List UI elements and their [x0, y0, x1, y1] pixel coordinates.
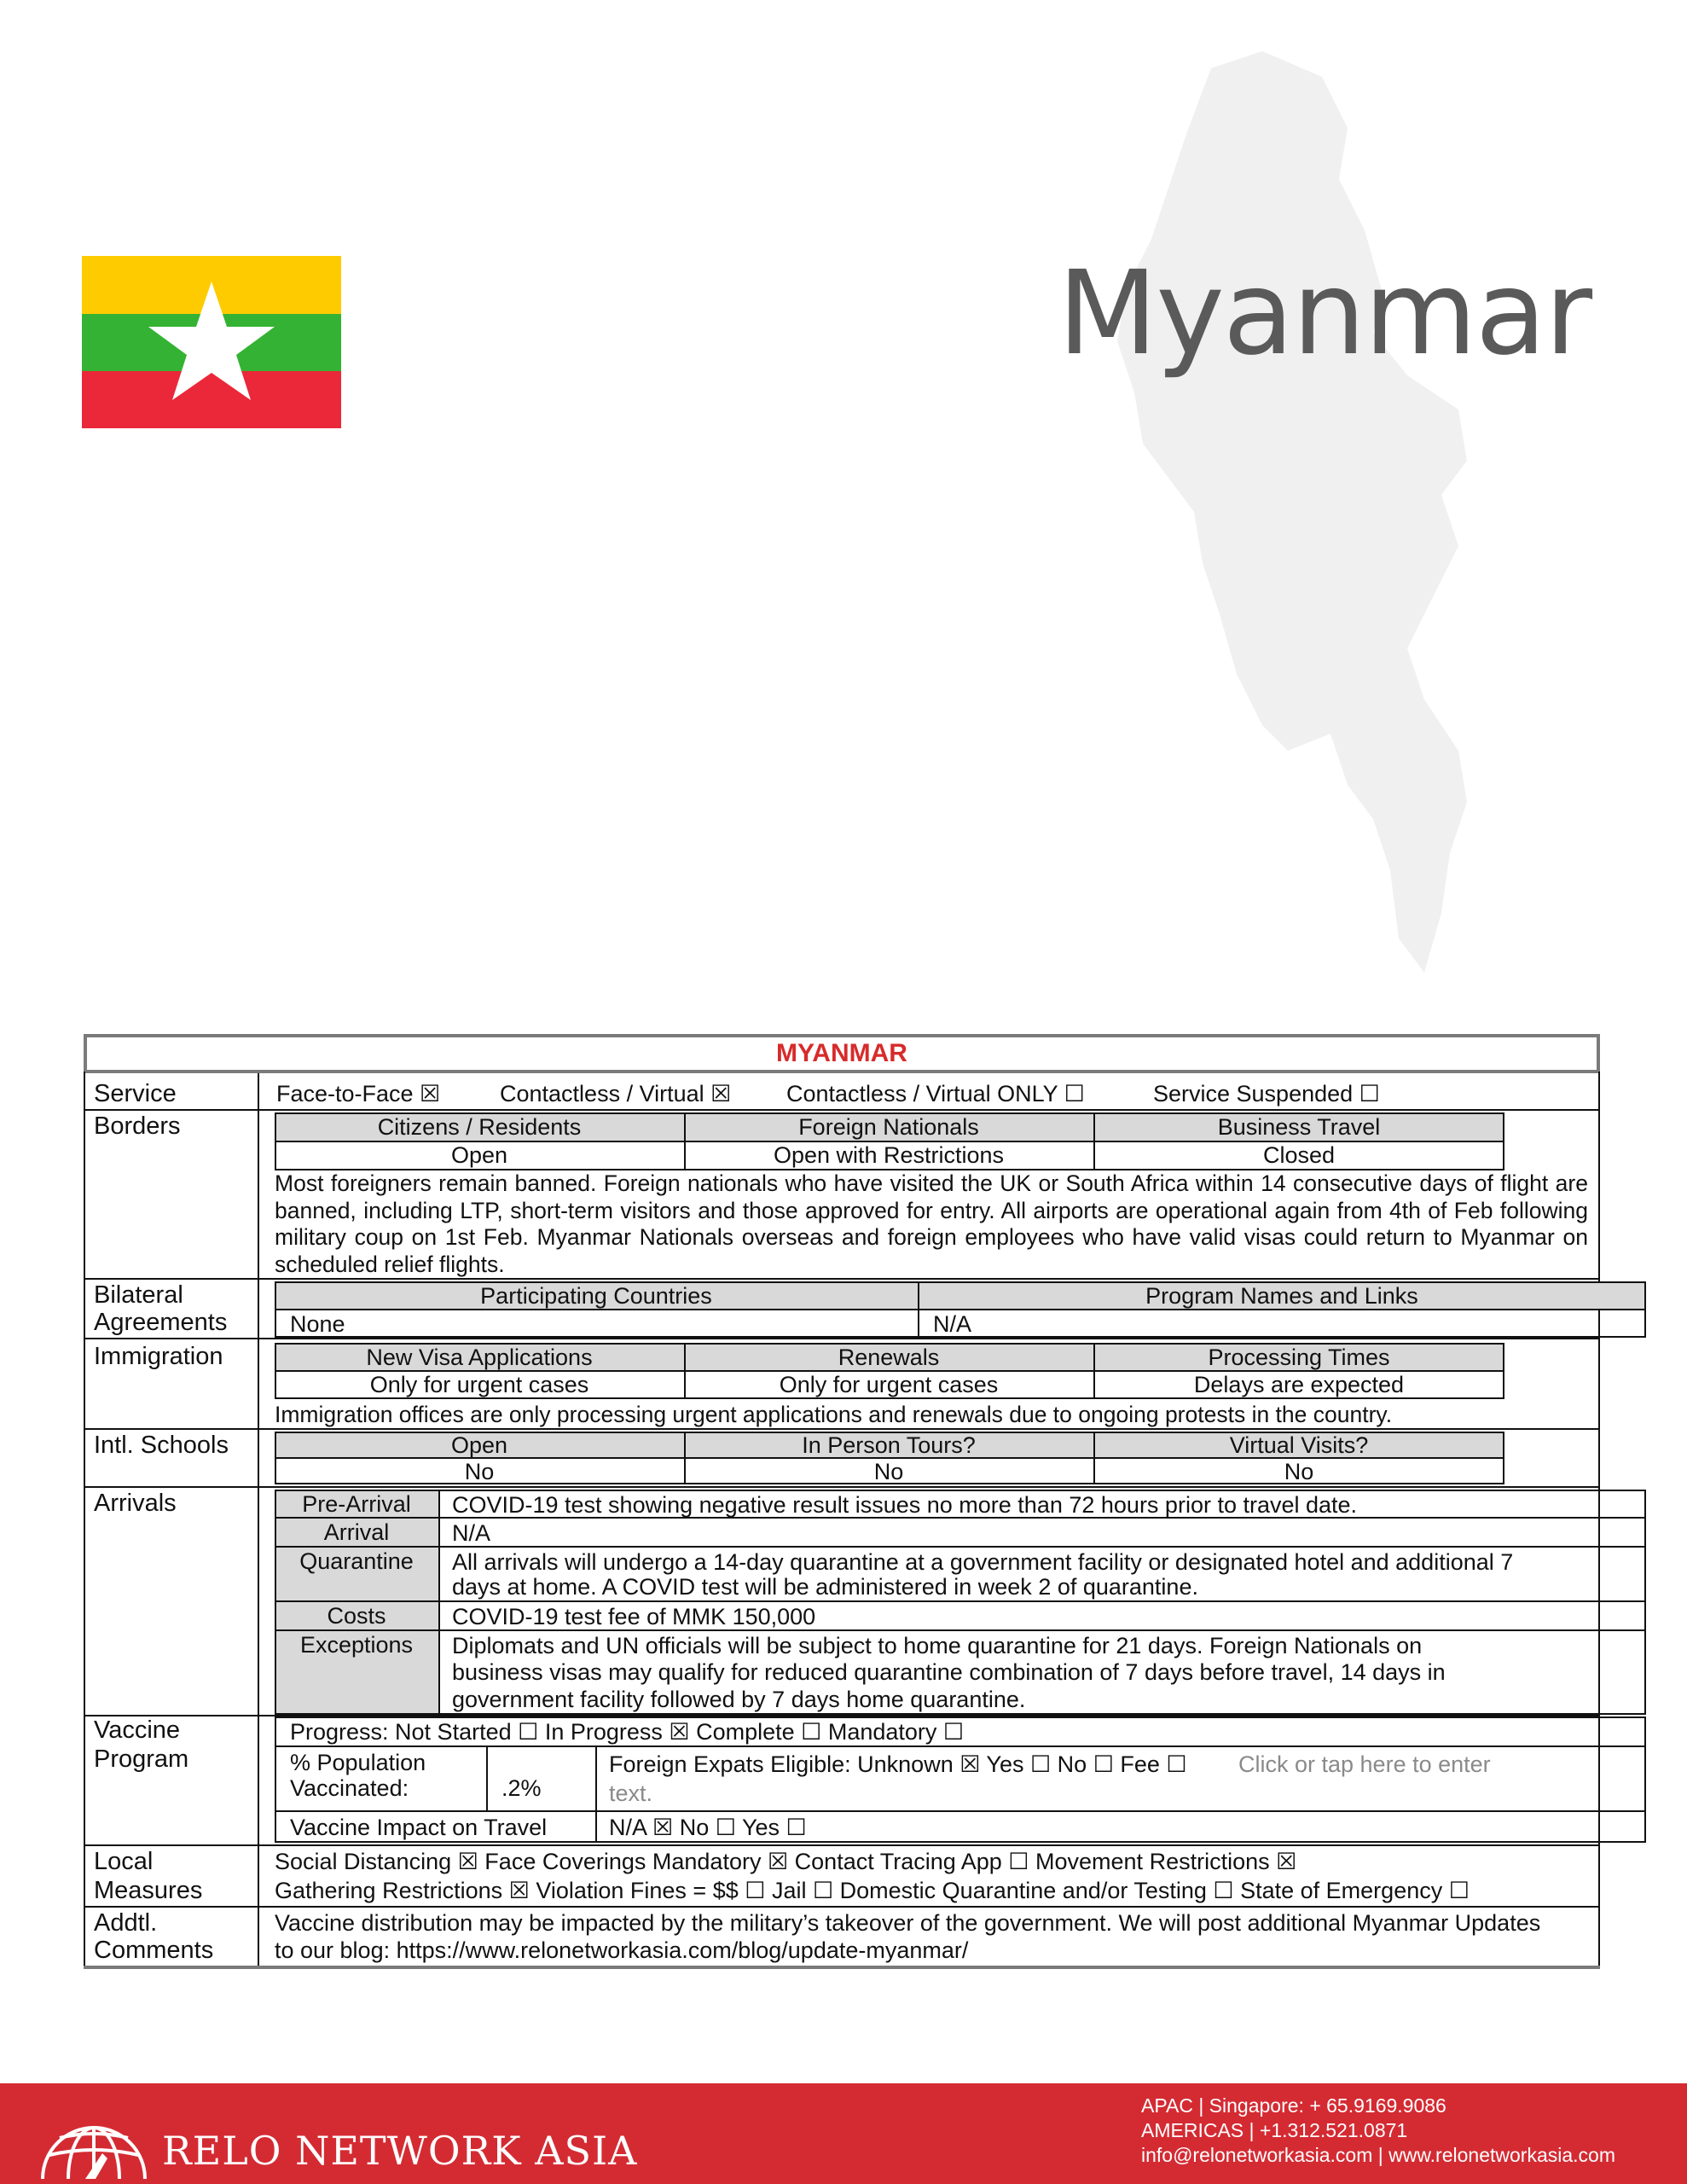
comments-label-line2: Comments [94, 1937, 214, 1964]
contact-americas[interactable]: AMERICAS | +1.312.521.0871 [1141, 2119, 1408, 2141]
arrivals-value-arrival: N/A [452, 1520, 491, 1546]
table-border-left [84, 1072, 85, 1967]
arrivals-value-exceptions-line2: business visas may qualify for reduced quarantine combination of 7 days before travel, 14 days in [452, 1659, 1446, 1685]
brand-name: RELO NETWORK ASIA [162, 2128, 638, 2174]
row-divider [84, 1906, 1600, 1908]
bilateral-value-countries: None [290, 1311, 345, 1337]
label-column-divider [258, 1073, 259, 1967]
grid-line [275, 1745, 1646, 1747]
row-divider [84, 1844, 1600, 1846]
vaccine-expats-options[interactable]: Foreign Expats Eligible: Unknown ☒ Yes ☐ No ☐ Fee ☐ [609, 1751, 1187, 1777]
local-label-line2: Measures [94, 1877, 203, 1904]
grid-line [275, 1600, 1646, 1602]
arrivals-value-exceptions-line3: government facility followed by 7 days home quarantine. [452, 1687, 1026, 1712]
footer-bar [0, 2083, 1687, 2184]
comments-line1: Vaccine distribution may be impacted by the military’s takeover of the government. We will post additional Myanmar Updates [275, 1910, 1541, 1936]
row-divider [84, 1278, 1600, 1280]
schools-value-tours: No [873, 1459, 904, 1484]
globe-logo-icon [34, 2094, 154, 2182]
arrivals-value-costs: COVID-19 test fee of MMK 150,000 [452, 1604, 816, 1629]
local-label-line1: Local [94, 1848, 154, 1875]
vaccine-population-label-line1: % Population [290, 1750, 426, 1775]
immigration-header-processing: Processing Times [1208, 1345, 1390, 1370]
table-border-bottom [84, 1966, 1600, 1969]
grid-line [438, 1490, 440, 1715]
myanmar-map-silhouette-icon [1066, 51, 1544, 981]
vaccine-impact-options[interactable]: N/A ☒ No ☐ Yes ☐ [609, 1815, 807, 1840]
page-title: Myanmar [1058, 247, 1591, 381]
comments-line2-blog-link[interactable]: to our blog: https://www.relonetworkasia.com/blog/update-myanmar/ [275, 1937, 969, 1963]
vaccine-impact-label: Vaccine Impact on Travel [290, 1815, 548, 1840]
schools-value-open: No [464, 1459, 495, 1484]
local-measures-line1[interactable]: Social Distancing ☒ Face Coverings Mandatory ☒ Contact Tracing App ☐ Movement Restrictions ☒ [275, 1849, 1297, 1874]
immigration-header-renewals: Renewals [838, 1345, 940, 1370]
arrivals-key-quarantine: Quarantine [299, 1548, 414, 1574]
contact-apac[interactable]: APAC | Singapore: + 65.9169.9086 [1141, 2094, 1446, 2117]
borders-label: Borders [94, 1112, 181, 1140]
schools-value-virtual: No [1284, 1459, 1314, 1484]
immigration-value-new-visa: Only for urgent cases [369, 1372, 589, 1397]
vaccine-population-value: .2% [501, 1775, 542, 1801]
arrivals-value-quarantine-line1: All arrivals will undergo a 14-day quarantine at a government facility or designated hotel and additional 7 [452, 1549, 1514, 1575]
arrivals-key-costs: Costs [327, 1603, 386, 1629]
contact-block [1141, 2094, 1615, 2168]
service-option-contactless[interactable]: Contactless / Virtual ☒ [500, 1081, 732, 1107]
schools-label: Intl. Schools [94, 1432, 229, 1459]
bilateral-header-countries: Participating Countries [480, 1283, 712, 1309]
vaccine-progress-options[interactable]: Progress: Not Started ☐ In Progress ☒ Complete ☐ Mandatory ☐ [290, 1719, 965, 1745]
arrivals-value-pre-arrival: COVID-19 test showing negative result issues no more than 72 hours prior to travel date. [452, 1492, 1358, 1518]
schools-header-tours: In Person Tours? [802, 1432, 976, 1458]
immigration-value-renewals: Only for urgent cases [779, 1372, 999, 1397]
service-option-contactless-only[interactable]: Contactless / Virtual ONLY ☐ [786, 1081, 1085, 1107]
service-option-suspended[interactable]: Service Suspended ☐ [1153, 1081, 1380, 1107]
arrivals-key-exceptions: Exceptions [299, 1632, 414, 1658]
covid-status-table [84, 1034, 1605, 1972]
myanmar-flag-icon [82, 256, 341, 428]
borders-header-citizens: Citizens / Residents [377, 1114, 582, 1140]
service-option-face-to-face[interactable]: Face-to-Face ☒ [276, 1081, 441, 1107]
schools-header-open: Open [450, 1432, 508, 1458]
borders-note: Most foreigners remain banned. Foreign nationals who have visited the UK or South Africa within 14 consecutive days of flight are banned, including LTP, short-term visitors and those approved for entry. All airports are operational again from 4th of Feb following military coup on 1st Feb. Myanmar Nationals overseas and foreign employees who have valid visas could return to Myanmar on scheduled relief flights. [275, 1170, 1588, 1277]
contact-email-web[interactable]: info@relonetworkasia.com | www.relonetworkasia.com [1141, 2144, 1615, 2166]
arrivals-key-arrival: Arrival [323, 1519, 390, 1545]
row-divider [84, 1428, 1600, 1430]
service-label: Service [94, 1080, 177, 1107]
vaccine-label-line2: Program [94, 1745, 189, 1773]
grid-line [486, 1745, 488, 1810]
immigration-value-processing: Delays are expected [1193, 1372, 1405, 1397]
vaccine-population-label-line2: Vaccinated: [290, 1775, 409, 1801]
grid-line [595, 1745, 597, 1843]
comments-label-line1: Addtl. [94, 1909, 158, 1937]
schools-header-virtual: Virtual Visits? [1229, 1432, 1369, 1458]
row-divider [84, 1109, 1600, 1111]
bilateral-header-programs: Program Names and Links [1145, 1283, 1418, 1309]
bilateral-label-line2: Agreements [94, 1309, 228, 1336]
immigration-label: Immigration [94, 1343, 223, 1370]
immigration-header-new-visa: New Visa Applications [366, 1345, 593, 1370]
borders-header-foreign: Foreign Nationals [798, 1114, 979, 1140]
arrivals-key-pre-arrival: Pre-Arrival [302, 1491, 411, 1517]
immigration-note: Immigration offices are only processing urgent applications and renewals due to ongoing protests in the country. [275, 1402, 1393, 1427]
borders-value-citizens: Open [450, 1142, 508, 1168]
bilateral-value-programs: N/A [933, 1311, 972, 1337]
arrivals-value-exceptions-line1: Diplomats and UN officials will be subject to home quarantine for 21 days. Foreign Nationals on [452, 1633, 1423, 1658]
borders-value-business: Closed [1262, 1142, 1336, 1168]
vaccine-expats-text-field-continued[interactable]: text. [609, 1780, 653, 1806]
arrivals-label: Arrivals [94, 1490, 177, 1517]
local-measures-line2[interactable]: Gathering Restrictions ☒ Violation Fines = $$ ☐ Jail ☐ Domestic Quarantine and/or Testing ☐ State of Emergency ☐ [275, 1878, 1470, 1903]
borders-value-foreign: Open with Restrictions [773, 1142, 1005, 1168]
vaccine-expats-text-field[interactable]: Click or tap here to enter [1238, 1751, 1491, 1777]
borders-header-business: Business Travel [1217, 1114, 1381, 1140]
row-divider [84, 1338, 1600, 1339]
arrivals-value-quarantine-line2: days at home. A COVID test will be administered in week 2 of quarantine. [452, 1574, 1198, 1600]
grid-line [275, 1810, 1646, 1812]
row-divider [84, 1486, 1600, 1488]
table-header: MYANMAR [84, 1034, 1600, 1073]
bilateral-label-line1: Bilateral [94, 1281, 183, 1309]
vaccine-label-line1: Vaccine [94, 1716, 181, 1744]
